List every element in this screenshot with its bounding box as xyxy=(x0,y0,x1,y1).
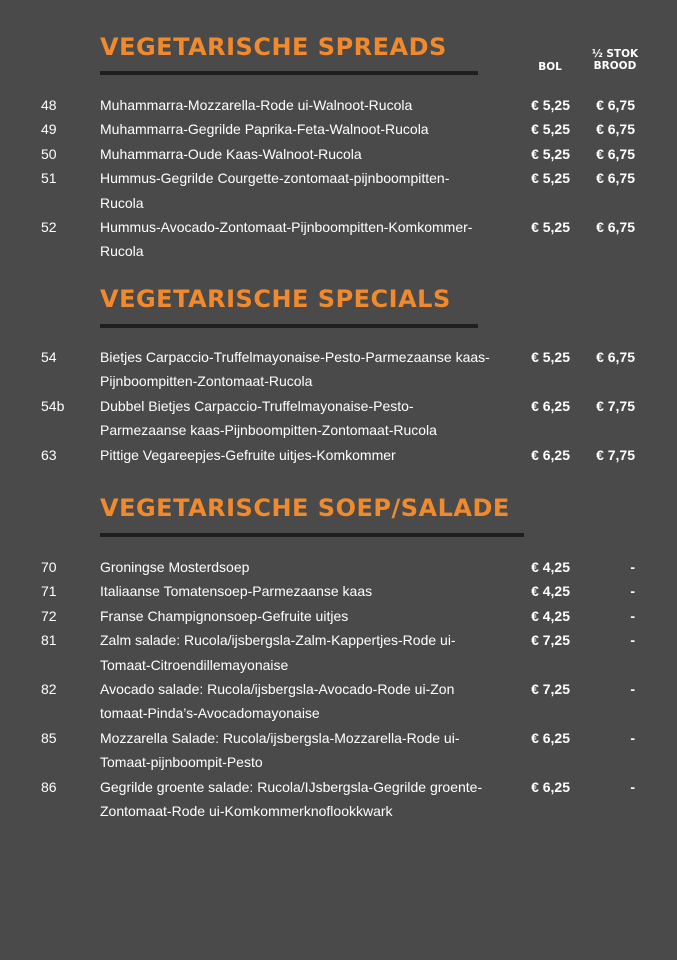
item-description: Hummus-Avocado-Zontomaat-Pijnboompitten-Komkommer-Rucola xyxy=(100,219,473,260)
item-description: Muhammarra-Mozzarella-Rode ui-Walnoot-Rucola xyxy=(100,97,413,113)
price-bol: € 7,25 xyxy=(531,632,570,649)
section-title: VEGETARISCHE SPECIALS xyxy=(100,285,451,313)
price-bol: € 5,25 xyxy=(531,170,570,187)
column-header-stok-line2: BROOD xyxy=(593,60,637,72)
price-bol: € 6,25 xyxy=(531,446,570,463)
section-title: VEGETARISCHE SPREADS xyxy=(100,33,447,61)
menu-item xyxy=(0,93,677,117)
item-number: 51 xyxy=(41,170,57,187)
menu-item xyxy=(0,443,677,467)
price-stok: € 6,75 xyxy=(596,349,635,365)
menu-item xyxy=(0,394,677,443)
item-description: Franse Champignonsoep-Gefruite uitjes xyxy=(100,607,349,624)
item-number: 50 xyxy=(41,145,57,162)
menu-item xyxy=(0,555,677,579)
item-description: Muhammarra-Oude Kaas-Walnoot-Rucola xyxy=(100,145,362,162)
item-number: 72 xyxy=(41,607,57,624)
price-stok: € 6,75 xyxy=(596,145,635,162)
item-number: 49 xyxy=(41,121,57,138)
column-header-bol-label: BOL xyxy=(538,61,562,73)
price-stok: € 7,75 xyxy=(596,397,635,414)
price-bol: € 5,25 xyxy=(531,121,570,138)
item-number: 82 xyxy=(41,681,57,698)
item-number: 52 xyxy=(41,219,57,236)
item-description: Italiaanse Tomatensoep-Parmezaanse kaas xyxy=(100,583,373,600)
section-title: VEGETARISCHE SOEP/SALADE xyxy=(100,494,510,522)
menu-item xyxy=(0,775,677,824)
price-bol: € 4,25 xyxy=(531,607,570,624)
price-stok: € 6,75 xyxy=(596,97,635,113)
column-header-stok xyxy=(585,48,645,72)
item-description: Mozzarella Salade: Rucola/ijsbergsla-Mozzarella-Rode ui-Tomaat-pijnboompit-Pesto xyxy=(100,729,460,771)
menu-item xyxy=(0,677,677,726)
menu-item xyxy=(0,345,677,394)
price-stok: - xyxy=(630,583,635,600)
price-stok: - xyxy=(630,607,635,624)
item-number: 63 xyxy=(41,446,57,463)
item-number: 81 xyxy=(41,632,57,649)
menu-item xyxy=(0,117,677,141)
section-divider xyxy=(100,71,478,75)
price-bol: € 5,25 xyxy=(531,97,570,113)
item-description: Dubbel Bietjes Carpaccio-Truffelmayonaise-Pesto-Parmezaanse kaas-Pijnboompitten-Zontomaat-Rucola xyxy=(100,397,437,439)
price-bol: € 5,25 xyxy=(531,145,570,162)
menu-item xyxy=(0,166,677,215)
price-stok: € 6,75 xyxy=(596,170,635,187)
price-bol: € 5,25 xyxy=(531,219,570,236)
item-description: Gegrilde groente salade: Rucola/IJsbergsla-Gegrilde groente-Zontomaat-Rode ui-Komkommerknoflookkwark xyxy=(100,778,483,820)
price-bol: € 4,25 xyxy=(531,583,570,600)
item-description: Muhammarra-Gegrilde Paprika-Feta-Walnoot-Rucola xyxy=(100,121,429,138)
item-description: Avocado salade: Rucola/ijsbergsla-Avocado-Rode ui-Zon tomaat-Pinda’s-Avocadomayonaise xyxy=(100,681,455,722)
price-bol: € 6,25 xyxy=(531,397,570,414)
column-header-stok-line1: ½ STOK xyxy=(591,48,639,60)
item-description: Bietjes Carpaccio-Truffelmayonaise-Pesto-Parmezaanse kaas-Pijnboompitten-Zontomaat-Rucola xyxy=(100,349,490,390)
item-description: Groningse Mosterdsoep xyxy=(100,559,250,575)
item-list xyxy=(0,93,677,264)
menu-item xyxy=(0,628,677,677)
item-description: Pittige Vegareepjes-Gefruite uitjes-Komkommer xyxy=(100,446,396,463)
price-stok: - xyxy=(630,729,635,746)
item-description: Zalm salade: Rucola/ijsbergsla-Zalm-Kappertjes-Rode ui-Tomaat-Citroendillemayonaise xyxy=(100,632,456,673)
item-number: 48 xyxy=(41,97,57,113)
item-list xyxy=(0,345,677,467)
price-bol: € 4,25 xyxy=(531,559,570,575)
section-divider xyxy=(100,324,478,328)
item-number: 86 xyxy=(41,778,57,795)
price-stok: € 6,75 xyxy=(596,121,635,138)
price-stok: € 7,75 xyxy=(596,446,635,463)
price-stok: - xyxy=(630,681,635,698)
menu-item xyxy=(0,726,677,775)
item-list xyxy=(0,555,677,823)
item-number: 85 xyxy=(41,729,57,746)
menu-item xyxy=(0,142,677,166)
item-number: 54 xyxy=(41,349,57,365)
menu-item xyxy=(0,579,677,603)
price-stok: € 6,75 xyxy=(596,219,635,236)
price-bol: € 7,25 xyxy=(531,681,570,698)
item-number: 71 xyxy=(41,583,57,600)
price-stok: - xyxy=(630,632,635,649)
menu-item xyxy=(0,215,677,264)
item-number: 54b xyxy=(41,397,65,414)
price-bol: € 5,25 xyxy=(531,349,570,365)
price-bol: € 6,25 xyxy=(531,729,570,746)
column-header-bol xyxy=(532,61,568,73)
section-divider xyxy=(100,533,524,537)
item-description: Hummus-Gegrilde Courgette-zontomaat-pijnboompitten-Rucola xyxy=(100,170,450,211)
price-bol: € 6,25 xyxy=(531,778,570,795)
price-stok: - xyxy=(630,778,635,795)
price-stok: - xyxy=(630,559,635,575)
menu-item xyxy=(0,604,677,628)
item-number: 70 xyxy=(41,559,57,575)
